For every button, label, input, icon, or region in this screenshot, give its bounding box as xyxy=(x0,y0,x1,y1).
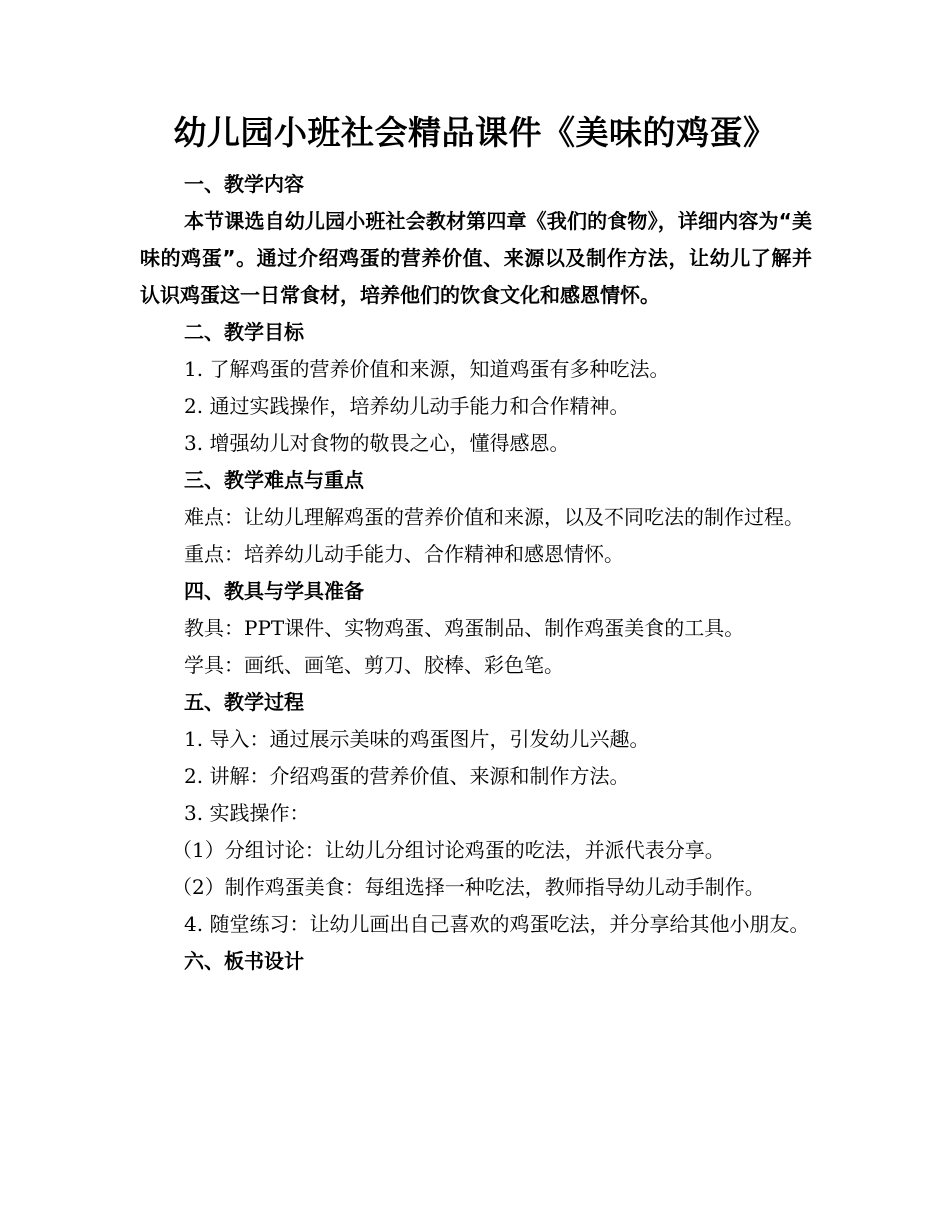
process-item-1: 1. 导入：通过展示美味的鸡蛋图片，引发幼儿兴趣。 xyxy=(184,727,650,751)
process-item-2: 2. 讲解：介绍鸡蛋的营养价值、来源和制作方法。 xyxy=(184,764,630,788)
section-heading-teaching-goals: 二、教学目标 xyxy=(184,320,304,344)
document-title: 幼儿园小班社会精品课件《美味的鸡蛋》 xyxy=(173,113,777,152)
teaching-content-paragraph: 本节课选自幼儿园小班社会教材第四章《我们的食物》，详细内容为“美味的鸡蛋”。通过介绍鸡蛋的营养价值、来源以及制作方法，让幼儿了解并认识鸡蛋这一日常食材，培养他们的饮食文化和感恩情怀。 xyxy=(140,209,812,307)
key-point-paragraph: 重点：培养幼儿动手能力、合作精神和感恩情怀。 xyxy=(184,542,624,566)
goal-item-2: 2. 通过实践操作，培养幼儿动手能力和合作精神。 xyxy=(184,394,630,418)
process-subitem-1: （1）分组讨论：让幼儿分组讨论鸡蛋的吃法，并派代表分享。 xyxy=(172,838,725,862)
section-heading-materials: 四、教具与学具准备 xyxy=(184,579,364,603)
difficulty-paragraph: 难点：让幼儿理解鸡蛋的营养价值和来源，以及不同吃法的制作过程。 xyxy=(184,505,804,529)
goal-item-3: 3. 增强幼儿对食物的敬畏之心，懂得感恩。 xyxy=(184,431,570,455)
section-heading-difficulty-and-key: 三、教学难点与重点 xyxy=(184,468,364,492)
document-body xyxy=(140,166,812,980)
process-subitem-2: （2）制作鸡蛋美食：每组选择一种吃法，教师指导幼儿动手制作。 xyxy=(172,875,765,899)
section-heading-board-design: 六、板书设计 xyxy=(184,949,304,973)
section-heading-teaching-content: 一、教学内容 xyxy=(184,172,304,196)
teaching-aids-paragraph: 教具：PPT课件、实物鸡蛋、鸡蛋制品、制作鸡蛋美食的工具。 xyxy=(184,616,745,640)
process-item-3: 3. 实践操作： xyxy=(184,801,310,825)
process-item-4: 4. 随堂练习：让幼儿画出自己喜欢的鸡蛋吃法，并分享给其他小朋友。 xyxy=(184,912,810,936)
learning-aids-paragraph: 学具：画纸、画笔、剪刀、胶棒、彩色笔。 xyxy=(184,653,564,677)
goal-item-1: 1. 了解鸡蛋的营养价值和来源，知道鸡蛋有多种吃法。 xyxy=(184,357,670,381)
section-heading-teaching-process: 五、教学过程 xyxy=(184,690,304,714)
